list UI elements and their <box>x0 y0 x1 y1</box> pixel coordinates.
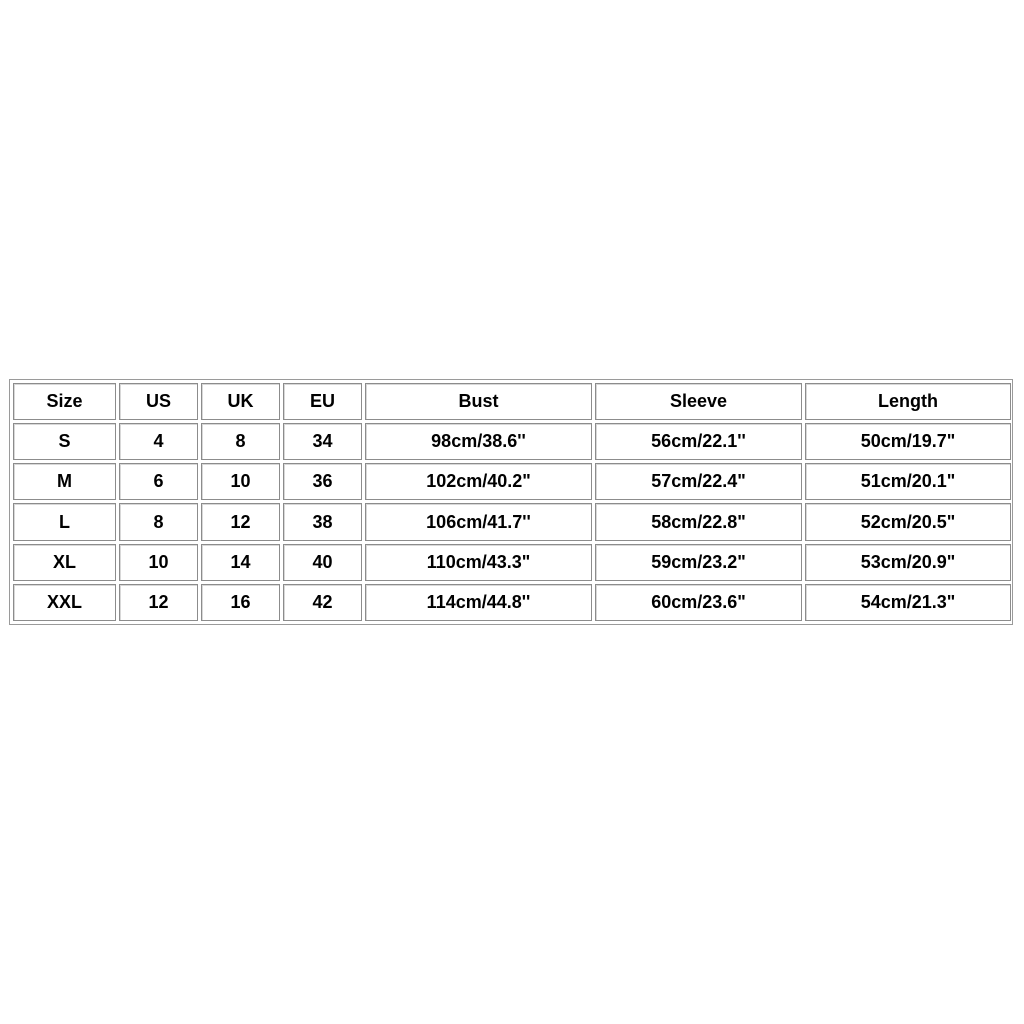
cell-length: 51cm/20.1" <box>805 463 1011 500</box>
cell-size: XL <box>13 544 116 581</box>
table-row <box>13 584 1011 621</box>
cell-uk: 16 <box>201 584 280 621</box>
cell-bust: 110cm/43.3" <box>365 544 592 581</box>
cell-uk: 14 <box>201 544 280 581</box>
cell-bust: 114cm/44.8'' <box>365 584 592 621</box>
cell-eu: 36 <box>283 463 362 500</box>
cell-sleeve: 59cm/23.2" <box>595 544 802 581</box>
cell-length: 50cm/19.7" <box>805 423 1011 460</box>
cell-us: 4 <box>119 423 198 460</box>
cell-uk: 12 <box>201 503 280 540</box>
header-sleeve: Sleeve <box>595 383 802 420</box>
cell-bust: 106cm/41.7'' <box>365 503 592 540</box>
cell-size: M <box>13 463 116 500</box>
cell-size: XXL <box>13 584 116 621</box>
cell-length: 53cm/20.9" <box>805 544 1011 581</box>
cell-length: 52cm/20.5" <box>805 503 1011 540</box>
header-uk: UK <box>201 383 280 420</box>
cell-sleeve: 56cm/22.1'' <box>595 423 802 460</box>
size-chart-table <box>10 380 1014 624</box>
table-row <box>13 503 1011 540</box>
cell-eu: 40 <box>283 544 362 581</box>
cell-us: 10 <box>119 544 198 581</box>
cell-uk: 8 <box>201 423 280 460</box>
header-size: Size <box>13 383 116 420</box>
cell-us: 6 <box>119 463 198 500</box>
header-length: Length <box>805 383 1011 420</box>
table-row <box>13 544 1011 581</box>
header-bust: Bust <box>365 383 592 420</box>
cell-length: 54cm/21.3" <box>805 584 1011 621</box>
cell-eu: 34 <box>283 423 362 460</box>
cell-uk: 10 <box>201 463 280 500</box>
cell-eu: 42 <box>283 584 362 621</box>
cell-bust: 98cm/38.6'' <box>365 423 592 460</box>
table-row <box>13 463 1011 500</box>
header-eu: EU <box>283 383 362 420</box>
cell-sleeve: 60cm/23.6" <box>595 584 802 621</box>
header-us: US <box>119 383 198 420</box>
size-chart <box>9 379 1013 625</box>
cell-size: L <box>13 503 116 540</box>
cell-eu: 38 <box>283 503 362 540</box>
table-row <box>13 423 1011 460</box>
table-header-row <box>13 383 1011 420</box>
cell-us: 8 <box>119 503 198 540</box>
cell-bust: 102cm/40.2" <box>365 463 592 500</box>
cell-sleeve: 58cm/22.8" <box>595 503 802 540</box>
cell-size: S <box>13 423 116 460</box>
cell-sleeve: 57cm/22.4" <box>595 463 802 500</box>
cell-us: 12 <box>119 584 198 621</box>
